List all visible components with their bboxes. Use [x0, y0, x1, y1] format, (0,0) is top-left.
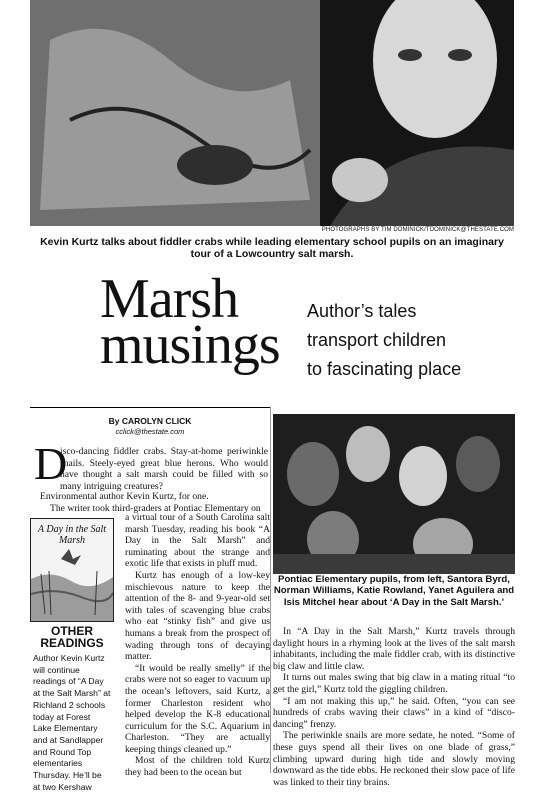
middle-column: [125, 512, 270, 779]
lead-text: isco-dancing fiddler crabs. Stay-at-home periwinkle snails. Steely-eyed great blue herons. Who would have thought a salt marsh could be filled with so many intriguing creatures?: [60, 446, 268, 492]
children-photo: [273, 414, 515, 574]
subheadline: [307, 297, 507, 384]
sidebar-title: OTHER READINGS: [40, 624, 104, 650]
byline-email: cclick@thestate.com: [115, 427, 185, 436]
subheadline-line-2: transport children: [307, 330, 447, 350]
right-column: [273, 626, 515, 788]
byline: By CAROLYN CLICK: [108, 416, 192, 426]
lead-p3: The writer took third-graders at Pontiac Elementary on: [50, 502, 261, 514]
subheadline-line-1: Author’s tales: [307, 301, 417, 321]
top-photo-caption: Kevin Kurtz talks about fiddler crabs while leading elementary school pupils on an imaginary tour of a Lowcountry salt marsh.: [40, 236, 504, 260]
sidebar-text: Author Kevin Kurtz will continue readings of “A Day at the Salt Marsh” at Richland 2 schools today at Forest Lake Elementary and at Sandlapper and Round Top elementaries Thursday. He’ll be at two Kershaw: [33, 653, 111, 792]
right-p4: The periwinkle snails are more sedate, he noted. “Some of these guys spend all their lives on one blade of grass,” climbing upward during high tide and slowly moving downward as the tide ebbs. He reckoned their slow pace of life was linked to their tiny brains.: [273, 730, 515, 788]
book-cover-title: A Day in the Salt Marsh: [37, 524, 107, 546]
column-divider: [270, 407, 271, 773]
children-photo-caption: Pontiac Elementary pupils, from left, Santora Byrd, Norman Williams, Katie Rowland, Yanet Aguilera and Isis Mitchel hear about ‘A Day in the Salt Marsh.’: [273, 574, 515, 608]
lead-continuation: [40, 491, 268, 514]
lead-p2: Environmental author Kevin Kurtz, for one.: [40, 491, 209, 502]
headline-line-2: musings: [100, 314, 280, 376]
mid-p3: “It would be really smelly” if the crabs were not so eager to vacuum up the ocean’s leftovers, said Kurtz, a former Charleston resident who helped develop the K-8 educational curriculum for the S.C. Aquarium in Charleston. “They are actually keeping things cleaned up.”: [125, 662, 270, 755]
right-p3: “I am not making this up,” he said. Often, “you can see hundreds of crabs waving their claws” in a kind of “disco-dancing” frenzy.: [273, 695, 515, 730]
mid-p1: a virtual tour of a South Carolina salt marsh Tuesday, reading his book “A Day in the Salt Marsh” and ruminating about the strange and exotic life that exists in pluff mud.: [125, 512, 270, 570]
byline-rule: [30, 407, 270, 408]
top-photo: [30, 0, 514, 226]
mid-p4: Most of the children told Kurtz they had been to the ocean but: [125, 755, 270, 779]
headline-line-1: Marsh: [100, 268, 239, 330]
headline: [100, 268, 280, 376]
drop-cap: D: [34, 438, 68, 489]
right-p1: In “A Day in the Salt Marsh,” Kurtz travels through daylight hours in a rhyming look at the lives of the salt marsh inhabitants, including the male fiddler crab, with its distinctive big claw and little claw.: [273, 626, 515, 672]
right-p2: It turns out males swing that big claw in a mating ritual “to get the girl,” Kurtz told the giggling children.: [273, 672, 515, 695]
photo-credit: PHOTOGRAPHS BY TIM DOMINICK/TDOMINICK@THESTATE.COM: [321, 227, 514, 233]
subheadline-line-3: to fascinating place: [307, 359, 462, 379]
lead-paragraph: [60, 446, 268, 492]
mid-p2: Kurtz has enough of a low-key mischievous nature to keep the attention of the 8- and 9-year-old set with tales of scavenging blue crabs who eat “stinky fish” and give us humans a break from the prospect of wading through tons of decaying matter.: [125, 569, 270, 663]
